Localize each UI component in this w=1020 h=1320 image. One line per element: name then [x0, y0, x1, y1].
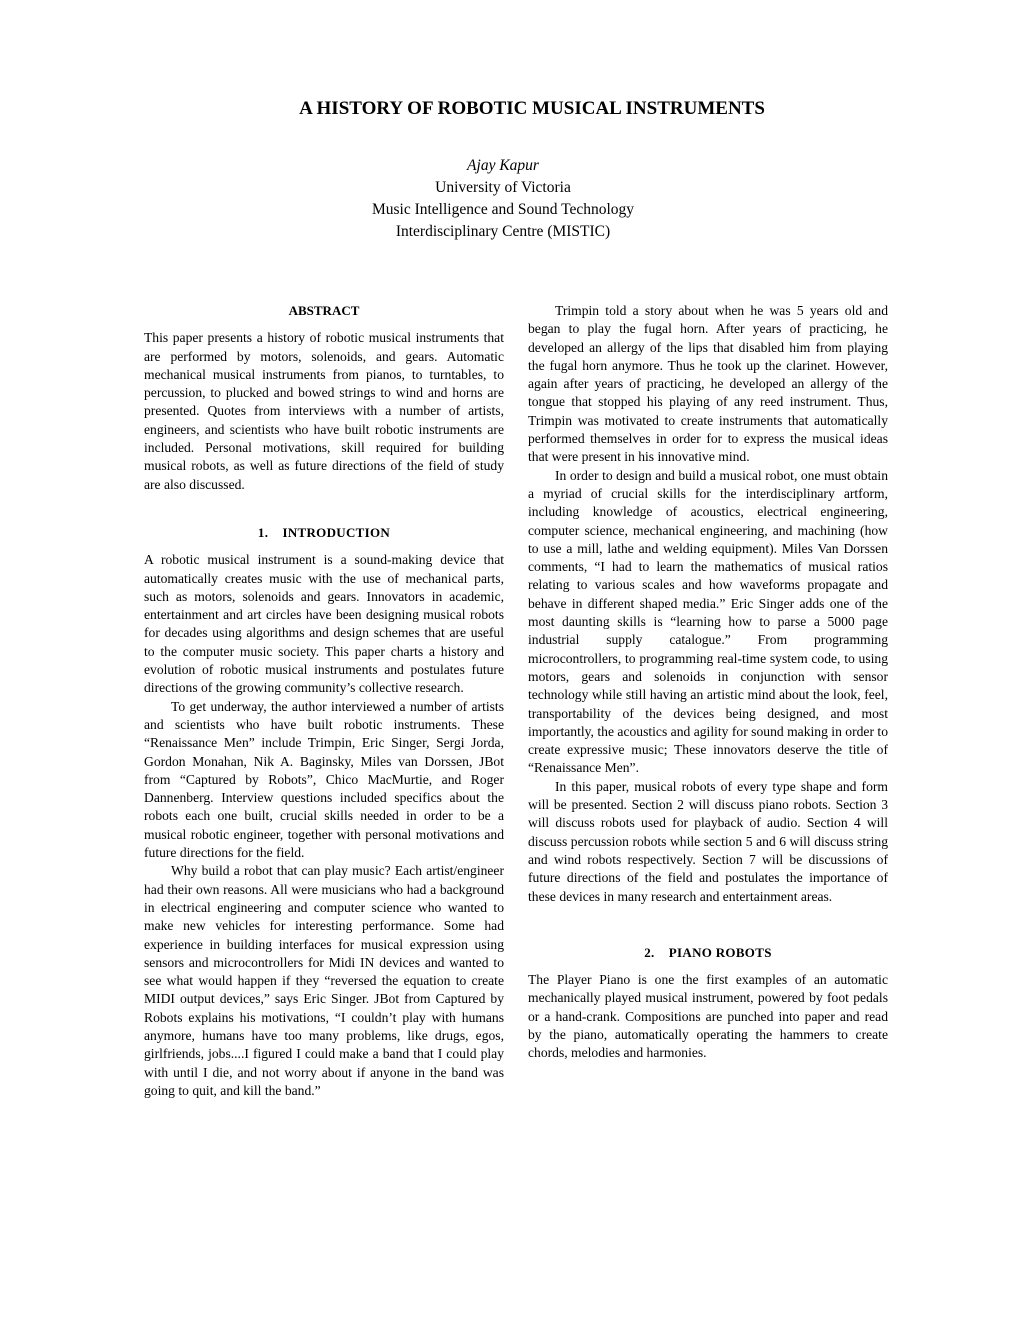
intro-paragraph: A robotic musical instrument is a sound-making device that automatically creates music with the use of mechanical parts, such as motors, solenoids and gears. Innovators in academic, entertainment and art circles have been designing musical robots for decades using algorithms and design schemes that are useful to the computer music society. This paper charts a history and evolution of robotic musical instruments and postulates future directions of the growing community’s collective research.	[144, 552, 504, 696]
paper-title: A HISTORY OF ROBOTIC MUSICAL INSTRUMENTS	[299, 98, 765, 119]
introduction-heading: 1. INTRODUCTION	[257, 524, 391, 540]
intro-paragraph: Why build a robot that can play music? Each artist/engineer had their own reasons. All were musicians who had a background in electrical engineering and computer science who wanted to make new vehicles for interesting performance. Some had experience in building interfaces for musical expression using sensors and microcontrollers for Midi IN devices and wanted to see what would happen if they “reversed the equation to create MIDI output devices,” says Eric Singer. JBot from Captured by Robots explains his motivations, “I couldn’t play with humans anymore, humans have too many problems, like drugs, egos, girlfriends, jobs....I figured I could make a band that I could play with until I die, and not worry about if anyone in the band was going to quit, and kill the band.”	[144, 863, 504, 1098]
intro-paragraph: In order to design and build a musical robot, one must obtain a myriad of crucial skills for the interdisciplinary artform, including knowledge of acoustics, electrical engineering, computer science, mechanical engineering, and machining (how to use a mill, lathe and welding equipment). Miles Van Dorssen comments, “I had to learn the mathematics of musical ratios relating to various scales and how waveforms propagate and behave in different shaped media.” Eric Singer adds one of the most daunting skills is “learning how to parse a 5000 page industrial supply catalogue.” From programming microcontrollers, to programming real-time system code, to using motors, gears and solenoids in conjunction with sensor technology while still having an artistic mind about the look, feel, transportability of the devices being designed, and most importantly, the acoustics and agility for sound making in order to create expressive music; These innovators deserve the title of “Renaissance Men”.	[528, 467, 888, 776]
affiliation-line: Interdisciplinary Centre (MISTIC)	[395, 223, 611, 240]
author-name: Ajay Kapur	[467, 157, 539, 174]
intro-paragraph: Trimpin told a story about when he was 5 years old and began to play the fugal horn. After years of practicing, he developed an allergy of the lips that disabled him from playing the fugal horn anymore. Thus he took up the clarinet. However, again after years of practicing, he developed an allergy of the tongue that stopped his playing of any reed instrument. Thus, Trimpin was motivated to create instruments that automatically performed themselves in order for to express the musical ideas that were present in his innovative mind.	[528, 303, 888, 465]
piano-robots-heading: 2. PIANO ROBOTS	[644, 944, 772, 960]
intro-paragraph: In this paper, musical robots of every type shape and form will be presented. Section 2 will discuss piano robots. Section 3 will discuss robots used for playback of audio. Section 4 will discuss percussion robots while section 5 and 6 will discuss string and wind robots respectively. Section 7 will be discussions of future directions of the field and postulates the importance of these devices in many research and entertainment areas.	[528, 778, 888, 904]
affiliation-line: Music Intelligence and Sound Technology	[371, 201, 635, 218]
abstract-text: This paper presents a history of robotic musical instruments that are performed by motors, solenoids, and gears. Automatic mechanical musical instruments from pianos, to turntables, to percussion, to plucked and bowed strings to wind and horns are presented. Quotes from interviews with a number of artists, engineers, and scientists who have built robotic instruments are included. Personal motivations, skill required for building musical robots, as well as future directions of the field of study are also discussed.	[144, 330, 504, 492]
section-spacer	[528, 906, 888, 944]
piano-robots-text: The Player Piano is one the first examples of an automatic mechanically played musical instrument, powered by foot pedals or a hand-crank. Compositions are punched into paper and read by the piano, automatically operating the hammers to create chords, melodies and harmonies.	[528, 972, 888, 1061]
affiliation-line: University of Victoria	[435, 179, 571, 196]
author-block	[0, 155, 1006, 243]
left-column	[144, 302, 504, 1100]
intro-paragraph: To get underway, the author interviewed a number of artists and scientists who have built robotic instruments. These “Renaissance Men” include Trimpin, Eric Singer, Sergi Jorda, Gordon Monahan, Nik A. Baginsky, Miles van Dorssen, JBot from “Captured by Robots”, Chico MacMurtie, and Roger Dannenberg. Interview questions included specifics about the robots each one built, crucial skills needed in order to be a musical robotic engineer, together with personal motivations and future directions for the field.	[144, 698, 504, 861]
abstract-heading: ABSTRACT	[288, 303, 360, 318]
right-column	[528, 302, 888, 1063]
